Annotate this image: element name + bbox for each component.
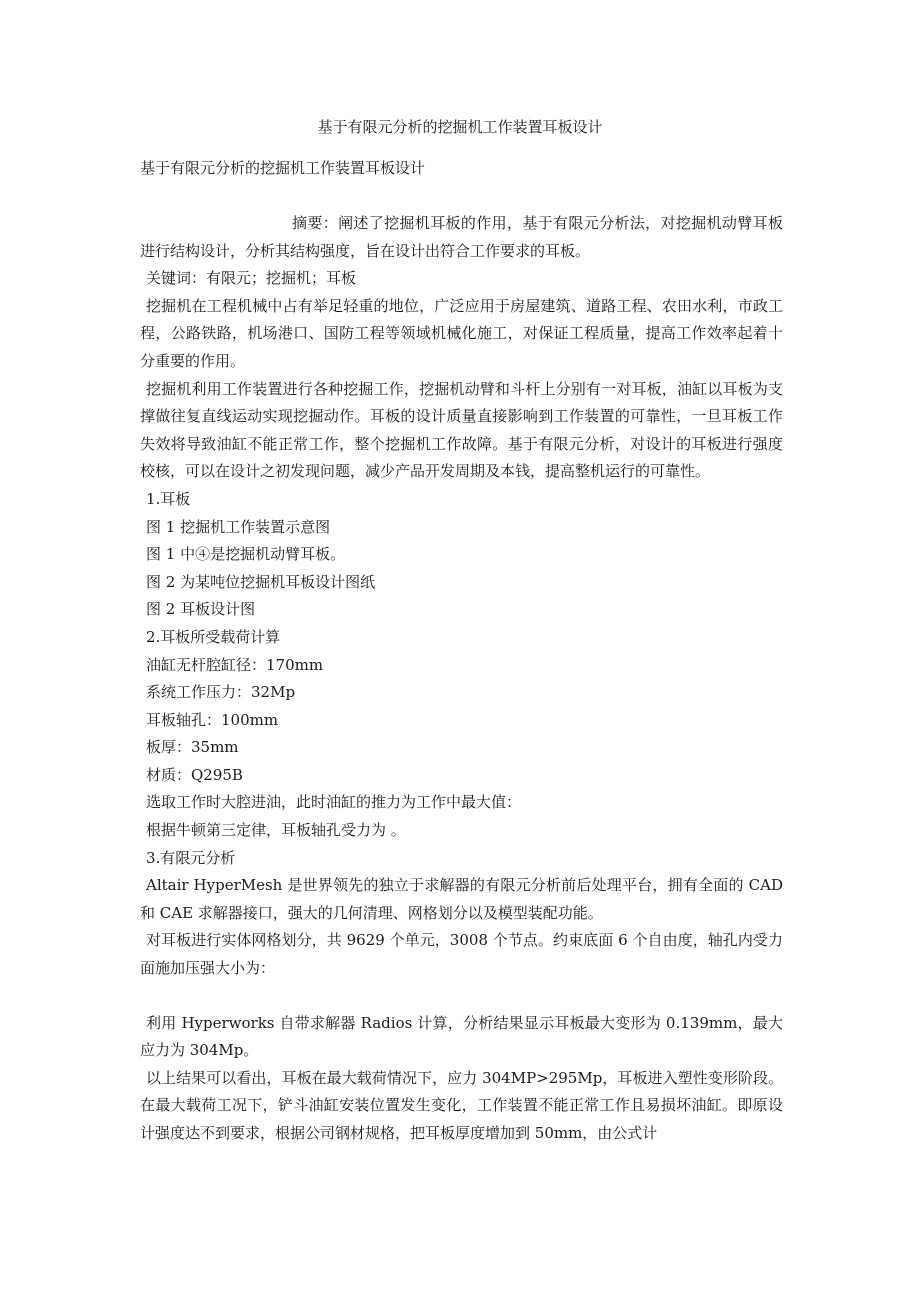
equation-gap: [140, 983, 783, 1010]
document-subtitle: 基于有限元分析的挖掘机工作装置耳板设计: [140, 159, 426, 177]
keywords-line: 关键词：有限元；挖掘机；耳板: [146, 269, 357, 288]
document-body: [140, 210, 783, 1148]
spec-line: 板厚：35mm: [146, 738, 239, 757]
abstract-paragraph: 摘要：阐述了挖掘机耳板的作用，基于有限元分析法，对挖掘机动臂耳板进行结构设计，分析其结构强度，旨在设计出符合工作要求的耳板。: [140, 214, 783, 260]
body-line: 图 1 中④是挖掘机动臂耳板。: [146, 545, 346, 564]
spec-line: 耳板轴孔：100mm: [146, 710, 279, 729]
body-paragraph: 对耳板进行实体网格划分，共 9629 个单元，3008 个节点。约束底面 6 个自由度，轴孔内受力面施加压强大小为：: [140, 931, 783, 978]
section-heading: 3.有限元分析: [146, 848, 236, 867]
spec-line: 系统工作压力：32Mp: [146, 683, 296, 702]
body-paragraph: 挖掘机在工程机械中占有举足轻重的地位，广泛应用于房屋建筑、道路工程、农田水利，市政工程，公路铁路，机场港口、国防工程等领域机械化施工，对保证工程质量，提高工作效率起着十分重要的作用。: [140, 296, 783, 370]
section-heading: 2.耳板所受载荷计算: [146, 627, 281, 646]
body-paragraph: 以上结果可以看出，耳板在最大载荷情况下，应力 304MP>295Mp，耳板进入塑性变形阶段。在最大载荷工况下，铲斗油缸安装位置发生变化，工作装置不能正常工作且易损坏油缸。即原设计强度达不到要求，根据公司钢材规格，把耳板厚度增加到 50mm，由公式计: [140, 1068, 783, 1142]
body-line: 根据牛顿第三定律，耳板轴孔受力为 。: [146, 821, 406, 840]
body-paragraph: 利用 Hyperworks 自带求解器 Radios 计算，分析结果显示耳板最大变形为 0.139mm，最大应力为 304Mp。: [140, 1013, 783, 1060]
section-heading: 1.耳板: [146, 489, 191, 508]
figure-caption: 图 2 耳板设计图: [146, 600, 256, 619]
body-line: 图 2 为某吨位挖掘机耳板设计图纸: [146, 572, 376, 591]
body-paragraph: 挖掘机利用工作装置进行各种挖掘工作，挖掘机动臂和斗杆上分别有一对耳板，油缸以耳板为支撑做往复直线运动实现挖掘动作。耳板的设计质量直接影响到工作装置的可靠性，一旦耳板工作失效将导致油缸不能正常工作，整个挖掘机工作故障。基于有限元分析，对设计的耳板进行强度校核，可以在设计之初发现问题，减少产品开发周期及本钱，提高整机运行的可靠性。: [140, 379, 783, 481]
figure-caption: 图 1 挖掘机工作装置示意图: [146, 517, 331, 536]
body-line: 选取工作时大腔进油，此时油缸的推力为工作中最大值：: [146, 793, 522, 812]
spec-line: 油缸无杆腔缸径：170mm: [146, 655, 324, 674]
document-title: 基于有限元分析的挖掘机工作装置耳板设计: [317, 118, 603, 136]
spec-line: 材质：Q295B: [146, 765, 243, 784]
body-paragraph: Altair HyperMesh 是世界领先的独立于求解器的有限元分析前后处理平台，拥有全面的 CAD 和 CAE 求解器接口，强大的几何清理、网格划分以及模型装配功能。: [140, 876, 783, 922]
